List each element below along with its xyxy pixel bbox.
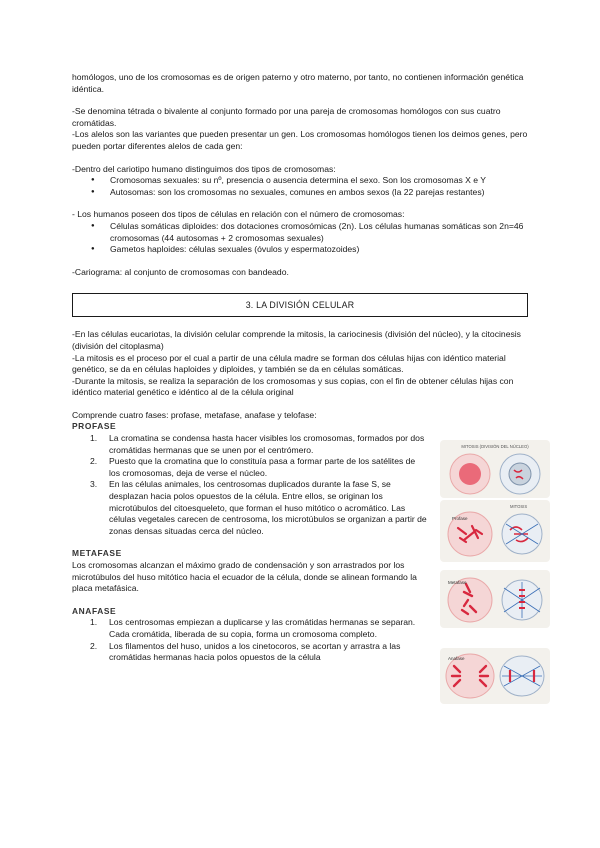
paragraph: -En las células eucariotas, la división celular comprende la mitosis, la cariocinesis (división del núcleo), y la citocinesis (división del citoplasma) (72, 329, 521, 351)
svg-text:MITOSIS: MITOSIS (510, 504, 528, 509)
phase-heading-anafase: ANAFASE (72, 605, 117, 616)
numbered-list-anafase (72, 617, 428, 663)
list-item: 3. En las células animales, los centrosomas duplicados durante la fase S, se desplazan hacia polos opuestos de la célula. Entre ellos, se originan los microtúbulos del citoesqueleto, que forman el huso mitótico o acromático. Las células vegetales carecen de centrosoma, los microtúbulos se organizan a partir de zonas densas situadas cerca del núcleo. (90, 479, 427, 536)
paragraph: -Durante la mitosis, se realiza la separación de los cromosomas y sus copias, con el fin de obtener células hijas con idéntico material genético e idéntico al de la célula original (72, 375, 514, 398)
list-item: 2. Puesto que la cromatina que lo constituía pasa a formar parte de los satélites de los cromosomas, deja de verse el núcleo. (90, 456, 416, 478)
list-item: ● Autosomas: son los cromosomas no sexuales, comunes en ambos sexos (la 22 parejas restantes) (72, 187, 528, 199)
bullet-list (72, 221, 528, 256)
list-item: 2. Los filamentos del huso, unidos a los cinetocoros, se acortan y arrastra a las cromátidas hermanas hacia polos opuestos de la célula (90, 640, 401, 663)
metaphase-figure (440, 570, 550, 628)
prophase-late-figure (440, 500, 550, 562)
paragraph: -Se denomina tétrada o bivalente al conjunto formado por una pareja de cromosomas homólogos con sus cuatro cromátidas. (72, 106, 501, 128)
numbered-list-profase (72, 433, 428, 537)
list-item: ● Gametos haploides: células sexuales (óvulos y espermatozoides) (72, 244, 528, 256)
paragraph: -Dentro del cariotipo humano distinguimos dos tipos de cromosomas: (72, 163, 336, 174)
paragraph: homólogos, uno de los cromosomas es de origen paterno y otro materno, por tanto, no contienen información genética idéntica. (72, 72, 524, 94)
phase-heading-profase: PROFASE (72, 421, 117, 432)
paragraph: Los cromosomas alcanzan el máximo grado de condensación y son arrastrados por los microtúbulos del huso mitótico hacia el ecuador de la célula, donde se alinean formando la placa metafásica. (72, 560, 417, 594)
anaphase-illustration (440, 648, 550, 704)
svg-text:MITOSIS (DIVISIÓN DEL NÚCLEO): MITOSIS (DIVISIÓN DEL NÚCLEO) (461, 444, 529, 449)
anaphase-figure (440, 648, 550, 704)
list-item: 1. Los centrosomas empiezan a duplicarse y las cromátidas hermanas se separan. Cada cromátida, liberada de su copia, forma un cromosoma completo. (90, 617, 416, 639)
paragraph: -Cariograma: al conjunto de cromosomas con bandeado. (72, 266, 289, 277)
list-item: 1. La cromatina se condensa hasta hacer visibles los cromosomas, formados por dos cromátidas hermanas que se unen por el centrómero. (90, 433, 425, 455)
list-item: ● Cromosomas sexuales: su nº, presencia o ausencia determina el sexo. Son los cromosomas X e Y (72, 175, 528, 187)
section-heading (72, 293, 528, 317)
svg-text:Metafase: Metafase (448, 580, 467, 585)
prophase-figure (440, 440, 550, 498)
section-title: 3. LA DIVISIÓN CELULAR (245, 300, 355, 311)
svg-text:Anafase: Anafase (448, 656, 465, 661)
list-item: ● Células somáticas diploides: dos dotaciones cromosómicas (2n). Los células humanas somáticas son 2n=46 cromosomas (44 autosomas + 2 cromosomas sexuales) (72, 221, 528, 244)
metaphase-illustration (440, 570, 550, 628)
prophase-late-illustration (440, 500, 550, 562)
prophase-illustration (440, 440, 550, 498)
paragraph: -La mitosis es el proceso por el cual a partir de una célula madre se forman dos células hijas con idéntico material genético, se da en células haploides y diploides, y también se da en células somáticas. (72, 352, 506, 375)
svg-text:Profase: Profase (452, 516, 468, 521)
paragraph: - Los humanos poseen dos tipos de células en relación con el número de cromosomas: (72, 209, 405, 220)
phase-heading-metafase: METAFASE (72, 548, 122, 559)
paragraph: Comprende cuatro fases: profase, metafase, anafase y telofase: (72, 409, 317, 420)
paragraph: -Los alelos son las variantes que pueden presentar un gen. Los cromosomas homólogos tienen los deimos genes, pero pueden portar diferentes alelos de cada gen: (72, 129, 528, 151)
bullet-list (72, 175, 528, 198)
